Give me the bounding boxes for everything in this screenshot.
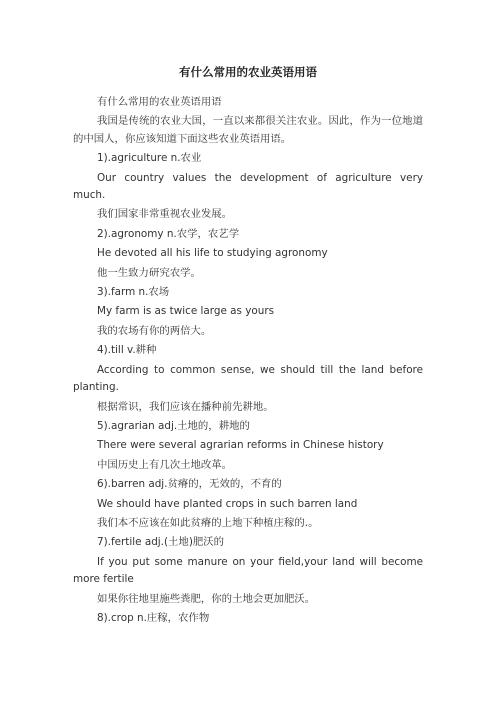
term-till: 4).till v.耕种 [97, 344, 157, 357]
term-fertile: 7).fertile adj.(土地)肥沃的 [97, 536, 225, 549]
example-agrarian-en: There were several agrarian reforms in Chinese history [97, 439, 384, 452]
example-till-zh: 根据常识，我们应该在播种前先耕地。 [97, 400, 274, 413]
example-agronomy-en: He devoted all his life to studying agronomy [97, 247, 328, 260]
term-crop: 8).crop n.庄稼，农作物 [97, 611, 210, 624]
example-barren-en: We should have planted crops in such barren land [97, 497, 358, 510]
paragraph-subtitle: 有什么常用的农业英语用语 [97, 96, 222, 108]
term-agrarian: 5).agrarian adj.土地的，耕地的 [97, 419, 250, 432]
example-farm-en: My farm is as twice large as yours [97, 305, 275, 318]
example-till-en: According to common sense, we should till the land before planting. [73, 363, 423, 394]
example-agriculture-zh: 我们国家非常重视农业发展。 [97, 208, 233, 221]
paragraph-intro: 我国是传统的农业大国，一直以来都很关注农业。因此，作为一位地道的中国人，你应该知道下面这些农业英语用语。 [73, 115, 423, 145]
example-agronomy-zh: 他一生致力研究农学。 [97, 266, 201, 279]
document-title: 有什么常用的农业英语用语 [179, 65, 317, 79]
term-agriculture: 1).agriculture n.农业 [97, 152, 202, 165]
document-body [73, 94, 423, 629]
example-fertile-en: If you put some manure on your field,your land will become more fertile [73, 555, 423, 586]
example-agriculture-en: Our country values the development of agriculture very much. [73, 171, 423, 202]
term-agronomy: 2).agronomy n.农学，农艺学 [97, 227, 240, 240]
example-barren-zh: 我们本不应该在如此贫瘠的上地下种植庄稼的.。 [97, 516, 319, 529]
example-agrarian-zh: 中国历史上有几次土地改革。 [97, 458, 233, 471]
example-farm-zh: 我的农场有你的两倍大。 [97, 324, 212, 337]
example-fertile-zh: 如果你往地里施些粪肥，你的土地会更加肥沃。 [97, 592, 316, 605]
term-barren: 6).barren adj.贫瘠的，无效的，不育的 [97, 478, 282, 491]
term-farm: 3).farm n.农场 [97, 286, 170, 299]
